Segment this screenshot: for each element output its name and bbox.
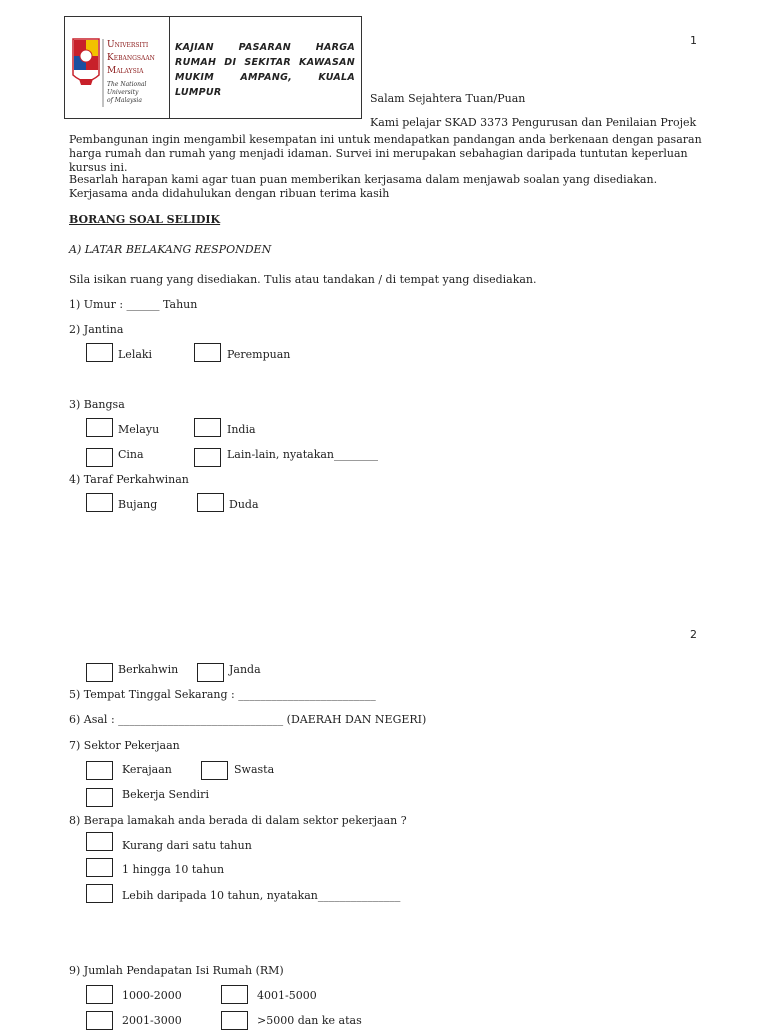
q3-option-melayu: Melayu — [118, 423, 160, 436]
q4-label: 4) Taraf Perkahwinan — [69, 473, 189, 486]
q2-option-male: Lelaki — [118, 348, 153, 361]
q9-checkbox-4001[interactable] — [221, 985, 248, 1004]
q4-checkbox-berkahwin[interactable] — [86, 663, 113, 682]
q8-option-more10: Lebih daripada 10 tahun, nyatakan_______________ — [122, 889, 401, 902]
q9-label: 9) Jumlah Pendapatan Isi Rumah (RM) — [69, 964, 284, 977]
q7-label: 7) Sektor Pekerjaan — [69, 739, 180, 752]
q7-option-swasta: Swasta — [234, 763, 275, 776]
university-logo — [69, 37, 165, 111]
intro-line: Kami pelajar SKAD 3373 Pengurusan dan Penilaian Projek — [370, 116, 697, 129]
q7-checkbox-kerajaan[interactable] — [86, 761, 113, 780]
q8-label: 8) Berapa lamakah anda berada di dalam sektor pekerjaan ? — [69, 814, 407, 827]
q9-checkbox-2001[interactable] — [86, 1011, 113, 1030]
logo-line-1: Universiti — [107, 40, 149, 50]
q7-checkbox-swasta[interactable] — [201, 761, 228, 780]
intro-paragraph: Pembangunan ingin mengambil kesempatan ini untuk mendapatkan pandangan anda berkenaan dengan pasaran harga rumah dan rumah yang menjadi idaman. Survei ini merupakan sebahagian daripada tuntutan keperluan kursus ini. — [69, 133, 702, 174]
q4-option-janda: Janda — [229, 663, 261, 676]
q9-checkbox-1000[interactable] — [86, 985, 113, 1004]
document-title: KAJIAN PASARAN HARGA RUMAH DI SEKITAR KAWASAN MUKIM AMPANG, KUALA LUMPUR — [175, 42, 355, 98]
section-a-title: A) LATAR BELAKANG RESPONDEN — [69, 243, 272, 256]
q3-option-india: India — [227, 423, 256, 436]
q3-checkbox-other[interactable] — [194, 448, 221, 467]
q3-checkbox-cina[interactable] — [86, 448, 113, 467]
logo-tagline-1: The National University — [107, 81, 147, 96]
q2-checkbox-female[interactable] — [194, 343, 221, 362]
q3-checkbox-melayu[interactable] — [86, 418, 113, 437]
q8-option-1to10: 1 hingga 10 tahun — [122, 863, 225, 876]
q7-option-kerajaan: Kerajaan — [122, 763, 172, 776]
q4-option-berkahwin: Berkahwin — [118, 663, 179, 676]
q3-option-other: Lain-lain, nyatakan________ — [227, 448, 378, 461]
q2-checkbox-male[interactable] — [86, 343, 113, 362]
q9-checkbox-5000[interactable] — [221, 1011, 248, 1030]
form-title: BORANG SOAL SELIDIK — [69, 213, 221, 226]
q4-option-duda: Duda — [229, 498, 259, 511]
page-number: 2 — [690, 628, 697, 641]
q1-age: 1) Umur : ______ Tahun — [69, 298, 198, 311]
instruction: Sila isikan ruang yang disediakan. Tulis atau tandakan / di tempat yang disediakan. — [69, 273, 537, 286]
q3-label: 3) Bangsa — [69, 398, 125, 411]
q4-checkbox-janda[interactable] — [197, 663, 224, 682]
q8-checkbox-less1[interactable] — [86, 832, 113, 851]
logo-line-3: Malaysia — [107, 66, 144, 76]
q8-option-less1: Kurang dari satu tahun — [122, 839, 252, 852]
q3-checkbox-india[interactable] — [194, 418, 221, 437]
q7-checkbox-sendiri[interactable] — [86, 788, 113, 807]
q2-label: 2) Jantina — [69, 323, 124, 336]
q5-residence: 5) Tempat Tinggal Sekarang : _________________________ — [69, 688, 376, 701]
q6-origin: 6) Asal : ______________________________ (DAERAH DAN NEGERI) — [69, 713, 427, 726]
q3-option-cina: Cina — [118, 448, 144, 461]
page-number: 1 — [690, 34, 697, 47]
q4-checkbox-duda[interactable] — [197, 493, 224, 512]
q4-option-bujang: Bujang — [118, 498, 158, 511]
logo-tagline-2: of Malaysia — [107, 97, 142, 104]
header-box — [64, 16, 362, 119]
q8-checkbox-more10[interactable] — [86, 884, 113, 903]
header-divider — [169, 17, 170, 118]
greeting: Salam Sejahtera Tuan/Puan — [370, 92, 526, 105]
q9-option-4001: 4001-5000 — [257, 989, 317, 1002]
hope-paragraph: Besarlah harapan kami agar tuan puan memberikan kerjasama dalam menjawab soalan yang disediakan. Kerjasama anda didahulukan dengan ribuan terima kasih — [69, 173, 658, 200]
q7-option-sendiri: Bekerja Sendiri — [122, 788, 209, 801]
q9-option-5000: >5000 dan ke atas — [257, 1014, 362, 1027]
q9-option-2001: 2001-3000 — [122, 1014, 182, 1027]
q8-checkbox-1to10[interactable] — [86, 858, 113, 877]
q9-option-1000: 1000-2000 — [122, 989, 182, 1002]
logo-line-2: Kebangsaan — [107, 53, 155, 63]
q2-option-female: Perempuan — [227, 348, 291, 361]
q4-checkbox-bujang[interactable] — [86, 493, 113, 512]
